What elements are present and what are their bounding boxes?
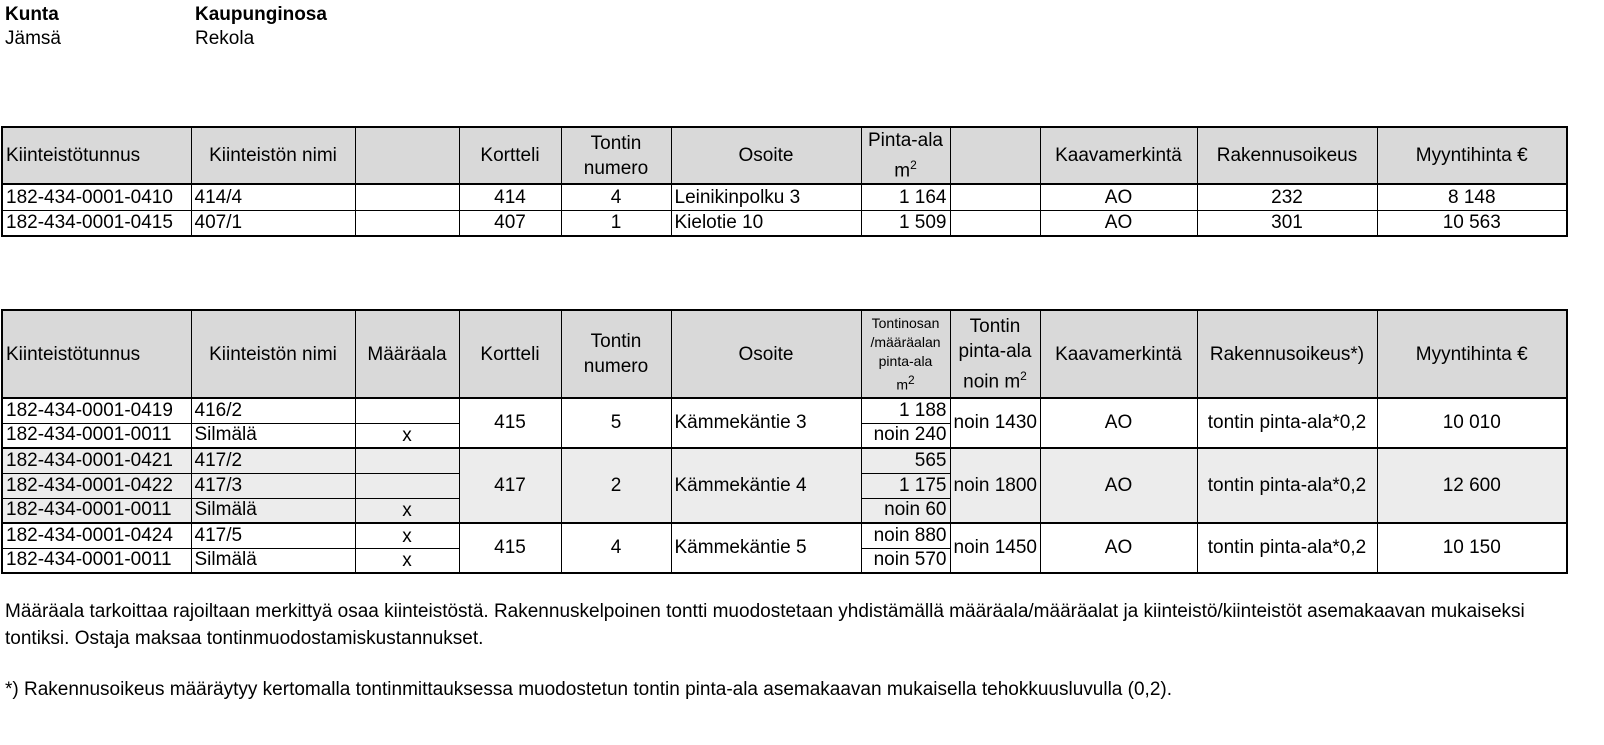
cell-name: Silmälä xyxy=(191,548,355,573)
cell-address: Leinikinpolku 3 xyxy=(671,184,861,210)
cell-empty xyxy=(355,210,459,236)
cell-block: 417 xyxy=(459,448,561,523)
cell-name: 414/4 xyxy=(191,184,355,210)
cell-id: 182-434-0001-0421 xyxy=(2,448,191,473)
cell-sub-area xyxy=(355,473,459,498)
cell-plot: 1 xyxy=(561,210,671,236)
cell-id: 182-434-0001-0424 xyxy=(2,523,191,548)
cell-price: 10 150 xyxy=(1377,523,1567,573)
cell-building-right: 232 xyxy=(1197,184,1377,210)
cell-plot-area: noin 1450 xyxy=(950,523,1040,573)
col-header-area: Pinta-ala $m^2$ xyxy=(861,127,950,184)
cell-name: 417/3 xyxy=(191,473,355,498)
col-header-empty-2 xyxy=(950,127,1040,184)
district-value: Rekola xyxy=(195,28,255,49)
col-header-building-right: Rakennusoikeus*) xyxy=(1197,310,1377,398)
plots-table xyxy=(1,126,1568,237)
table-row xyxy=(2,184,1567,210)
cell-price: 10 563 xyxy=(1377,210,1567,236)
cell-sub-area xyxy=(355,398,459,423)
cell-sub-area: x xyxy=(355,548,459,573)
cell-id: 182-434-0001-0011 xyxy=(2,548,191,573)
col-header-id: Kiinteistötunnus xyxy=(2,127,191,184)
cell-id: 182-434-0001-0415 xyxy=(2,210,191,236)
col-header-price: Myyntihinta € xyxy=(1377,310,1567,398)
cell-area: 1 509 xyxy=(861,210,950,236)
cell-building-right: tontin pinta-ala*0,2 xyxy=(1197,398,1377,448)
col-header-plot: Tontin numero xyxy=(561,310,671,398)
cell-plot: 4 xyxy=(561,523,671,573)
cell-plot-area: noin 1800 xyxy=(950,448,1040,523)
col-header-price: Myyntihinta € xyxy=(1377,127,1567,184)
col-header-block: Kortteli xyxy=(459,310,561,398)
cell-block: 415 xyxy=(459,523,561,573)
cell-block: 415 xyxy=(459,398,561,448)
cell-name: Silmälä xyxy=(191,423,355,448)
district-label: Kaupunginosa xyxy=(195,4,327,25)
cell-plot: 2 xyxy=(561,448,671,523)
col-header-block: Kortteli xyxy=(459,127,561,184)
cell-sub-area: x xyxy=(355,498,459,523)
cell-id: 182-434-0001-0422 xyxy=(2,473,191,498)
col-header-sub-area: Määräala xyxy=(355,310,459,398)
cell-empty xyxy=(355,184,459,210)
cell-plot: 4 xyxy=(561,184,671,210)
cell-area: 1 164 xyxy=(861,184,950,210)
table-header-row xyxy=(2,127,1567,184)
col-header-id: Kiinteistötunnus xyxy=(2,310,191,398)
municipality-label: Kunta xyxy=(5,4,59,25)
col-header-empty xyxy=(355,127,459,184)
col-header-name: Kiinteistön nimi xyxy=(191,127,355,184)
cell-empty-2 xyxy=(950,210,1040,236)
cell-plot-area: noin 1430 xyxy=(950,398,1040,448)
cell-id: 182-434-0001-0011 xyxy=(2,423,191,448)
cell-sub-area: x xyxy=(355,423,459,448)
cell-id: 182-434-0001-0419 xyxy=(2,398,191,423)
col-header-address: Osoite xyxy=(671,127,861,184)
table-row xyxy=(2,448,1567,473)
cell-part-area: noin 880 xyxy=(861,523,950,548)
cell-block: 414 xyxy=(459,184,561,210)
cell-sub-area xyxy=(355,448,459,473)
col-header-part-area: Tontinosan /määräalan pinta-ala $m^2$ xyxy=(861,310,950,398)
cell-part-area: 1 188 xyxy=(861,398,950,423)
municipality-value: Jämsä xyxy=(5,28,61,49)
cell-name: 417/2 xyxy=(191,448,355,473)
cell-building-right: tontin pinta-ala*0,2 xyxy=(1197,448,1377,523)
cell-zoning: AO xyxy=(1040,398,1197,448)
col-header-name: Kiinteistön nimi xyxy=(191,310,355,398)
cell-price: 12 600 xyxy=(1377,448,1567,523)
cell-block: 407 xyxy=(459,210,561,236)
cell-price: 10 010 xyxy=(1377,398,1567,448)
cell-part-area: 565 xyxy=(861,448,950,473)
cell-zoning: AO xyxy=(1040,184,1197,210)
cell-part-area: noin 570 xyxy=(861,548,950,573)
col-header-plot: Tontin numero xyxy=(561,127,671,184)
cell-part-area: noin 60 xyxy=(861,498,950,523)
cell-address: Kämmekäntie 4 xyxy=(671,448,861,523)
table-row xyxy=(2,210,1567,236)
cell-zoning: AO xyxy=(1040,523,1197,573)
col-header-zoning: Kaavamerkintä xyxy=(1040,310,1197,398)
cell-name: 407/1 xyxy=(191,210,355,236)
cell-name: Silmälä xyxy=(191,498,355,523)
cell-building-right: 301 xyxy=(1197,210,1377,236)
col-header-address: Osoite xyxy=(671,310,861,398)
table-header-row xyxy=(2,310,1567,398)
cell-sub-area: x xyxy=(355,523,459,548)
cell-id: 182-434-0001-0011 xyxy=(2,498,191,523)
cell-plot: 5 xyxy=(561,398,671,448)
table-row xyxy=(2,398,1567,423)
sub-area-plots-table xyxy=(1,309,1568,574)
table-row xyxy=(2,523,1567,548)
cell-id: 182-434-0001-0410 xyxy=(2,184,191,210)
cell-address: Kämmekäntie 5 xyxy=(671,523,861,573)
cell-name: 416/2 xyxy=(191,398,355,423)
col-header-building-right: Rakennusoikeus xyxy=(1197,127,1377,184)
cell-price: 8 148 xyxy=(1377,184,1567,210)
cell-empty-2 xyxy=(950,184,1040,210)
cell-part-area: 1 175 xyxy=(861,473,950,498)
cell-name: 417/5 xyxy=(191,523,355,548)
cell-address: Kielotie 10 xyxy=(671,210,861,236)
cell-address: Kämmekäntie 3 xyxy=(671,398,861,448)
cell-zoning: AO xyxy=(1040,210,1197,236)
col-header-zoning: Kaavamerkintä xyxy=(1040,127,1197,184)
col-header-plot-area: Tontin pinta-ala noin $m^2$ xyxy=(950,310,1040,398)
cell-part-area: noin 240 xyxy=(861,423,950,448)
explanation-paragraph: Määräala tarkoittaa rajoiltaan merkittyä osaa kiinteistöstä. Rakennuskelpoinen tontti muodostetaan yhdistämällä määräala/määräalat ja kiinteistö/kiinteistöt asemakaavan mukaiseksi tontiksi. Ostaja maksaa tontinmuodostamiskustannukset. xyxy=(5,601,1525,649)
cell-zoning: AO xyxy=(1040,448,1197,523)
footnote: *) Rakennusoikeus määräytyy kertomalla tontinmittauksessa muodostetun tontin pinta-ala asemakaavan mukaisella tehokkuusluvulla (0,2). xyxy=(5,679,1172,700)
cell-building-right: tontin pinta-ala*0,2 xyxy=(1197,523,1377,573)
